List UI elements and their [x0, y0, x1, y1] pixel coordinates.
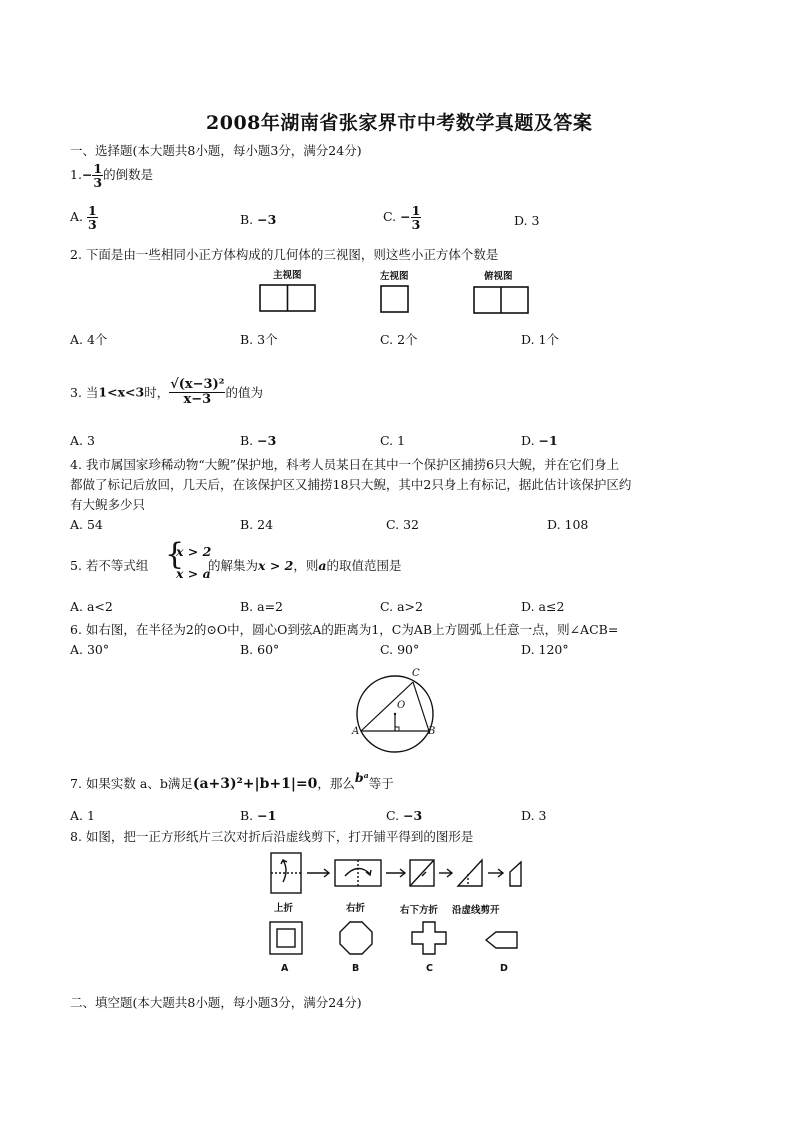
q1-fraction: $\frac{1}{3}$ — [93, 161, 103, 191]
question-3: 3. 当1<x<3时， $\frac{\text{√(x−3)²}}{x-3}$ 的值为 — [70, 377, 263, 407]
q7-option-b: B. −1 — [240, 808, 277, 823]
label-option-d: D — [500, 963, 508, 974]
q3-option-a: A. 3 — [70, 433, 95, 448]
label-step-fold-right: 右折 — [346, 903, 366, 914]
q1-option-a: A. $\frac{1}{3}$ — [70, 203, 97, 233]
label-option-b: B — [352, 963, 360, 974]
q5-option-c: C. a>2 — [380, 599, 423, 614]
q2-option-c: C. 2个 — [380, 332, 418, 347]
q3-option-c: C. 1 — [380, 433, 406, 448]
section-heading-choice: 一、选择题(本大题共8小题，每小题3分，满分24分) — [70, 143, 362, 158]
question-7: 7. 如果实数 a、b满足(a+3)²+|b+1|=0，那么bᵃ等于 — [70, 770, 394, 792]
question-2: 2. 下面是由一些相同小正方体构成的几何体的三视图，则这些小正方体个数是 — [70, 247, 499, 262]
q1-option-d: D. 3 — [514, 213, 540, 228]
q5-prefix: 5. 若不等式组 — [70, 558, 149, 573]
q4-option-c: C. 32 — [386, 517, 419, 532]
q1-option-b: B. −3 — [240, 212, 277, 227]
label-option-a: A — [281, 963, 289, 974]
label-top-view: 俯视图 — [484, 271, 513, 282]
q5-option-a: A. a<2 — [70, 599, 113, 614]
q5-option-d: D. a≤2 — [521, 599, 565, 614]
q4-option-d: D. 108 — [547, 517, 589, 532]
label-front-view: 主视图 — [273, 270, 302, 281]
label-point-c: C — [412, 668, 420, 679]
page-title: 2008年湖南省张家界市中考数学真题及答案 — [206, 112, 593, 134]
q5-rest: 的解集为x > 2，则a的取值范围是 — [208, 558, 402, 573]
q6-option-a: A. 30° — [70, 642, 110, 657]
q5-inequality-2: x > a — [176, 566, 211, 581]
q2-option-a: A. 4个 — [70, 332, 108, 347]
q1-neg: − — [81, 167, 93, 183]
q1-text: 的倒数是 — [103, 167, 154, 183]
q7-option-a: A. 1 — [70, 808, 95, 823]
label-option-c: C — [426, 963, 433, 974]
q2-option-d: D. 1个 — [521, 332, 559, 347]
q2-option-b: B. 3个 — [240, 332, 278, 347]
label-step-cut: 沿虚线剪开 — [452, 905, 500, 916]
q1-option-c: C. − $\frac{1}{3}$ — [383, 203, 421, 233]
label-step-fold-up: 上折 — [274, 903, 294, 914]
q7-option-d: D. 3 — [521, 808, 547, 823]
q5-inequality-1: x > 2 — [176, 544, 212, 559]
q7-option-c: C. −3 — [386, 808, 423, 823]
question-4-line-2: 都做了标记后放回，几天后，在该保护区又捕捞18只大鲵，其中2只身上有标记，据此估计该保护区约 — [70, 477, 632, 492]
question-6: 6. 如右图，在半径为2的⊙O中，圆心O到弦A的距离为1，C为AB上方圆弧上任意一点，则∠ACB= — [70, 622, 619, 637]
q4-option-b: B. 24 — [240, 517, 274, 532]
q6-option-d: D. 120° — [521, 642, 569, 657]
q3-option-d: D. −1 — [521, 433, 558, 448]
label-point-a: A — [352, 726, 360, 737]
label-left-view: 左视图 — [380, 271, 409, 282]
question-4-line-3: 有大鲵多少只 — [70, 497, 146, 512]
q5-option-b: B. a=2 — [240, 599, 284, 614]
q6-option-c: C. 90° — [380, 642, 420, 657]
q3-option-b: B. −3 — [240, 433, 277, 448]
question-8: 8. 如图，把一正方形纸片三次对折后沿虚线剪下，打开铺平得到的图形是 — [70, 829, 474, 844]
label-point-o: O — [397, 700, 406, 711]
section-heading-fill-in: 二、填空题(本大题共8小题，每小题3分，满分24分) — [70, 995, 362, 1010]
label-point-b: B — [428, 726, 436, 737]
q1-number: 1. — [70, 167, 82, 183]
q5-brace: { — [165, 537, 185, 572]
q6-option-b: B. 60° — [240, 642, 280, 657]
label-step-fold-lower-right: 右下方折 — [400, 905, 439, 916]
q4-option-a: A. 54 — [70, 517, 103, 532]
question-4-line-1: 4. 我市属国家珍稀动物“大鲵”保护地，科考人员某日在其中一个保护区捕捞6只大鲵，并在它们身上 — [70, 457, 620, 472]
